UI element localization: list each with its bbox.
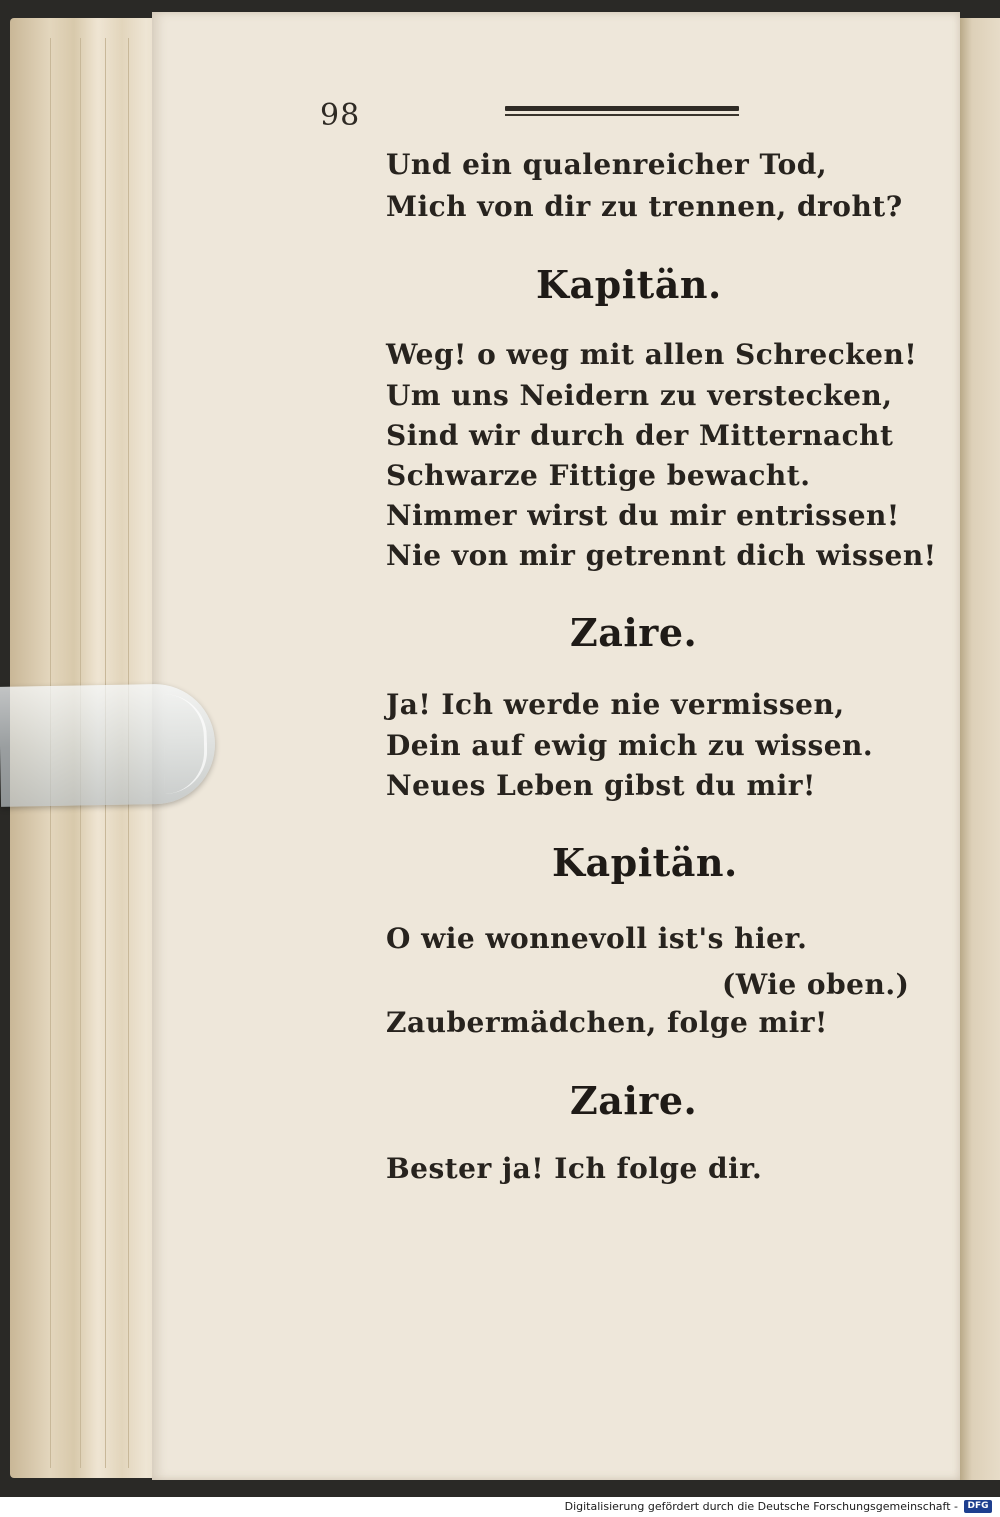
- verse-line: Dein auf ewig mich zu wissen.: [386, 729, 874, 762]
- stage-direction: (Wie oben.): [722, 968, 910, 1001]
- speaker-heading: Kapitän.: [552, 840, 738, 885]
- verse-line: Mich von dir zu trennen, droht?: [386, 190, 903, 223]
- verse-line: Neues Leben gibst du mir!: [386, 769, 816, 802]
- dfg-logo-icon: DFG: [964, 1500, 992, 1513]
- verse-line: Und ein qualenreicher Tod,: [386, 148, 828, 181]
- page-number: 98: [320, 98, 361, 133]
- bookmark-clip: [0, 683, 216, 807]
- header-rule: [505, 106, 739, 111]
- verse-line: Schwarze Fittige bewacht.: [386, 459, 811, 492]
- verse-line: Nimmer wirst du mir entrissen!: [386, 499, 900, 532]
- verse-line: Ja! Ich werde nie vermissen,: [386, 688, 845, 721]
- speaker-heading: Kapitän.: [536, 262, 722, 307]
- verse-line: Nie von mir getrennt dich wissen!: [386, 539, 937, 572]
- funding-notice: Digitalisierung gefördert durch die Deutsche Forschungsgemeinschaft -: [564, 1500, 958, 1513]
- verse-line: Sind wir durch der Mitternacht: [386, 419, 894, 452]
- verse-line: Weg! o weg mit allen Schrecken!: [386, 338, 918, 371]
- verse-line: O wie wonnevoll ist's hier.: [386, 922, 808, 955]
- verse-line: Zaubermädchen, folge mir!: [386, 1006, 828, 1039]
- facing-page-edge: [960, 18, 1000, 1480]
- speaker-heading: Zaire.: [570, 1078, 698, 1123]
- footer-bar: [0, 1497, 1000, 1517]
- verse-line: Bester ja! Ich folge dir.: [386, 1152, 763, 1185]
- verse-line: Um uns Neidern zu verstecken,: [386, 379, 893, 412]
- speaker-heading: Zaire.: [570, 610, 698, 655]
